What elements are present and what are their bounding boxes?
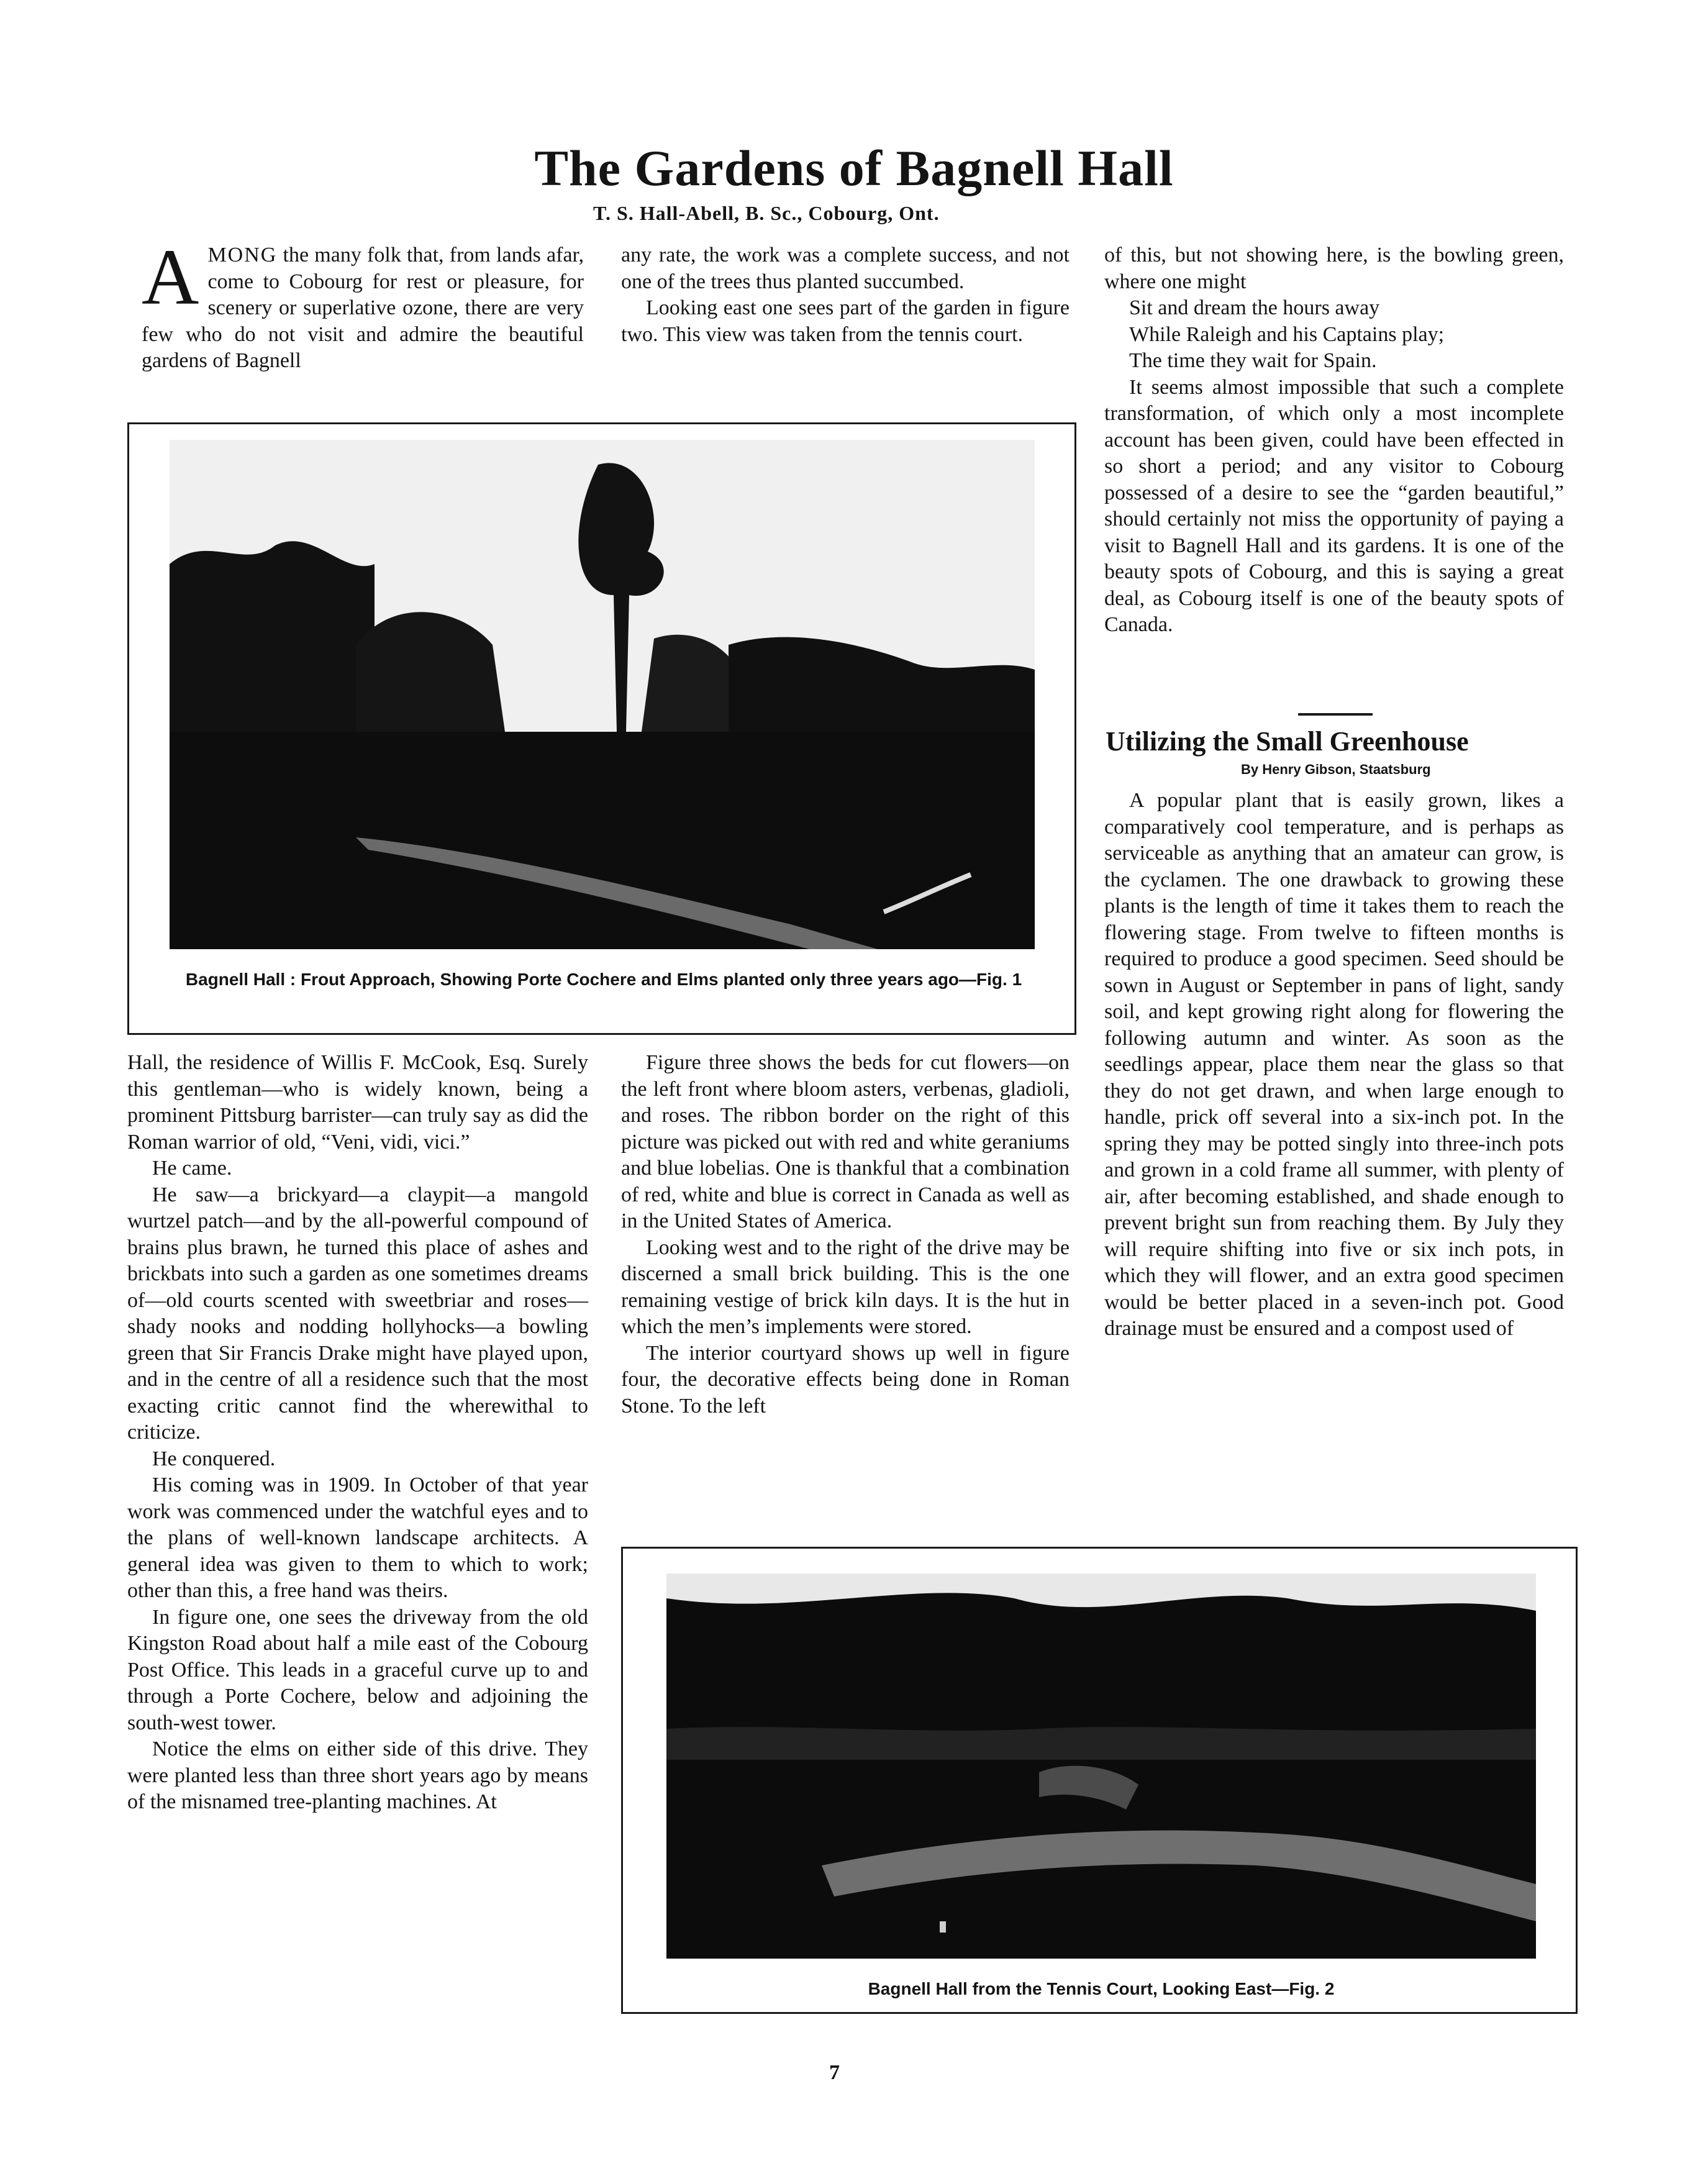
figure-2-photo bbox=[666, 1573, 1536, 1959]
sidebar-byline: By Henry Gibson, Staatsburg bbox=[1241, 762, 1431, 777]
lead-word: MONG bbox=[207, 244, 278, 266]
figure-2-caption: Bagnell Hall from the Tennis Court, Looking East—Fig. 2 bbox=[868, 1979, 1335, 1998]
sidebar-title: Utilizing the Small Greenhouse bbox=[1106, 726, 1469, 757]
verse-line: Sit and dream the hours away bbox=[1129, 296, 1380, 319]
paragraph: A popular plant that is easily grown, likes a comparatively cool temperature, and is perhaps as serviceable as anything that an amateur can grow, is the cyclamen. The one drawback to growing these plants is the length of time it takes them to reach the flowering stage. From twelve to fifteen months is required to produce a good specimen. Seed should be sown in August or September in pans of light, sandy soil, and kept growing right along for flowering the following autumn and winter. As soon as the seedlings appear, place them near the glass so that they do not get drawn, and when large enough to handle, prick off several into a six-inch pot. In the spring they may be potted singly into three-inch pots and grown in a cold frame all summer, with plenty of air, after becoming established, and shade enough to prevent bright sun from reaching them. By July they will require shifting into five or six inch pots, in which they will flower, and an extra good specimen would be better placed in a seven-inch pot. Good drainage must be ensured and a compost used of bbox=[1104, 789, 1564, 1340]
opening-text: the many folk that, from lands afar, come to Cobourg for rest or pleasure, for scenery or superlative ozone, there are very few who do not visit and admire the beautiful gardens of Bagnell bbox=[142, 244, 584, 372]
column-3-top bbox=[1104, 242, 1564, 639]
column-2-bottom bbox=[621, 1050, 1070, 1419]
paragraph: Hall, the residence of Willis F. McCook, Esq. Surely this gentleman—who is widely known, being a prominent Pittsburg barrister—can truly say as did the Roman warrior of old, “Veni, vidi, vici.” bbox=[127, 1051, 588, 1154]
paragraph: His coming was in 1909. In October of that year work was commenced under the watchful eyes and to the plans of well-known landscape architects. A general idea was given to them to which to work; other than this, a free hand was theirs. bbox=[127, 1473, 588, 1602]
paragraph: Looking east one sees part of the garden in figure two. This view was taken from the tennis court. bbox=[621, 296, 1070, 346]
paragraph: He came. bbox=[152, 1157, 232, 1180]
figure-1 bbox=[127, 422, 1076, 1035]
article-title: The Gardens of Bagnell Hall bbox=[534, 140, 1174, 196]
figure-1-caption: Bagnell Hall : Frout Approach, Showing Porte Cochere and Elms planted only three years ago—Fig. 1 bbox=[185, 970, 1022, 989]
tennis-court-view-photo bbox=[666, 1573, 1536, 1959]
figure-1-photo bbox=[170, 440, 1035, 949]
paragraph: Notice the elms on either side of this drive. They were planted less than three short years ago by means of the misnamed tree-planting machines. At bbox=[127, 1737, 588, 1813]
sidebar-column bbox=[1104, 788, 1564, 1342]
paragraph: any rate, the work was a complete success, and not one of the trees thus planted succumbed. bbox=[621, 244, 1070, 293]
verse-line: While Raleigh and his Captains play; bbox=[1129, 322, 1445, 346]
section-divider bbox=[1298, 713, 1373, 716]
figure-2 bbox=[621, 1547, 1578, 2014]
paragraph: of this, but not showing here, is the bowling green, where one might bbox=[1104, 244, 1564, 293]
paragraph: It seems almost impossible that such a complete transformation, of which only a most incomplete account has been given, could have been effected in so short a period; and any visitor to Cobourg possessed of a desire to see the “garden beautiful,” should certainly not miss the opportunity of paying a visit to Bagnell Hall and its gardens. It is one of the beauty spots of Cobourg, and this is saying a great deal, as Cobourg itself is one of the beauty spots of Canada. bbox=[1104, 375, 1564, 636]
article-byline: T. S. Hall-Abell, B. Sc., Cobourg, Ont. bbox=[593, 202, 940, 224]
front-approach-photo bbox=[170, 440, 1035, 949]
column-2-top bbox=[621, 242, 1070, 348]
page-number: 7 bbox=[829, 2061, 840, 2084]
paragraph: Looking west and to the right of the drive may be discerned a small brick building. This is the one remaining vestige of brick kiln days. It is the hut in which the men’s implements were stored. bbox=[621, 1236, 1070, 1338]
column-1-top bbox=[142, 233, 584, 375]
opening-paragraph bbox=[142, 233, 584, 375]
paragraph: He saw—a brickyard—a claypit—a mangold wurtzel patch—and by the all-powerful compound of brains plus brawn, he turned this place of ashes and brickbats into such a garden as one sometimes dreams of—old courts scented with sweetbriar and roses—shady nooks and nodding hollyhocks—a bowling green that Sir Francis Drake might have played upon, and in the centre of all a residence such that the most exacting critic cannot find the wherewithal to criticize. bbox=[127, 1183, 588, 1444]
paragraph: The interior courtyard shows up well in figure four, the decorative effects being done in Roman Stone. To the left bbox=[621, 1341, 1070, 1418]
paragraph: In figure one, one sees the driveway from the old Kingston Road about half a mile east of the Cobourg Post Office. This leads in a graceful curve up to and through a Porte Cochere, below and adjoining the south-west tower. bbox=[127, 1605, 588, 1734]
paragraph: Figure three shows the beds for cut flowers—on the left front where bloom asters, verbenas, gladioli, and roses. The ribbon border on the right of this picture was picked out with red and white geraniums and blue lobelias. One is thankful that a combination of red, white and blue is correct in Canada as well as in the United States of America. bbox=[621, 1051, 1070, 1232]
column-1-bottom bbox=[127, 1050, 588, 1816]
drop-cap: A bbox=[142, 233, 199, 321]
verse-line: The time they wait for Spain. bbox=[1129, 349, 1377, 372]
paragraph: He conquered. bbox=[152, 1447, 276, 1470]
